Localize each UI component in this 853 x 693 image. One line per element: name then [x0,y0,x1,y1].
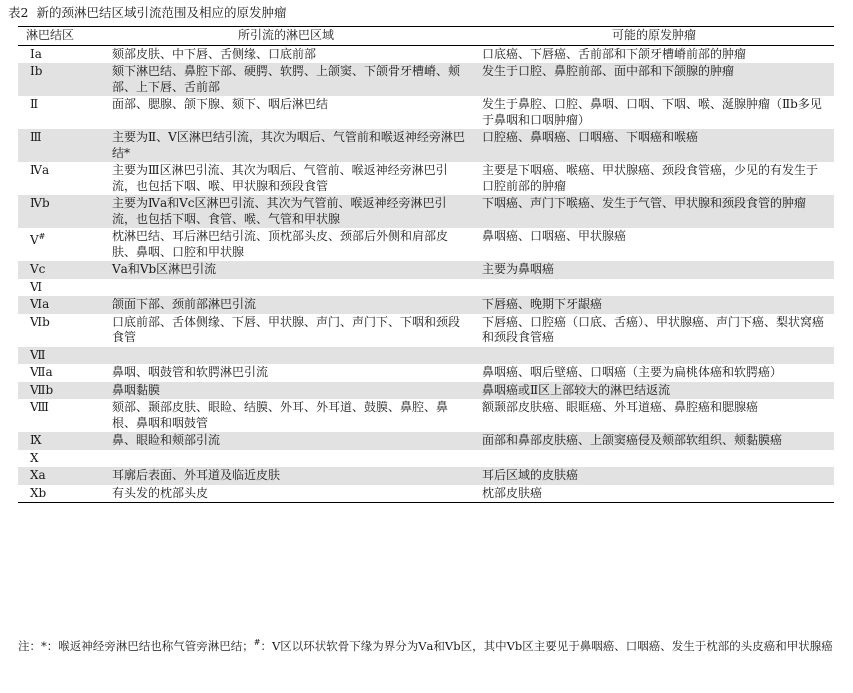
drainage-region-cell: 颏部、颞部皮肤、眼睑、结膜、外耳、外耳道、鼓膜、鼻腔、鼻根、鼻咽和咽鼓管 [98,399,474,432]
zone-cell [18,228,98,261]
primary-tumor-cell: 主要是下咽癌、喉癌、甲状腺癌、颈段食管癌，少见的有发生于口腔前部的肿瘤 [474,162,834,195]
zone-label: Ⅳb [30,196,50,210]
primary-tumor-cell: 发生于鼻腔、口腔、鼻咽、口咽、下咽、喉、涎腺肿瘤（Ⅱb多见于鼻咽和口咽肿瘤） [474,96,834,129]
table-row [18,45,834,63]
drainage-region-cell: 面部、腮腺、颌下腺、颏下、咽后淋巴结 [98,96,474,129]
zone-cell [18,96,98,129]
header-drainage-region: 所引流的淋巴区域 [98,27,474,46]
table-footnote [18,632,834,657]
table-row [18,347,834,365]
drainage-region-cell: 鼻、眼睑和颊部引流 [98,432,474,450]
primary-tumor-cell: 鼻咽癌、口咽癌、甲状腺癌 [474,228,834,261]
zone-label: Ⅵa [30,297,50,311]
zone-cell [18,485,98,503]
primary-tumor-cell [474,279,834,297]
zone-label: Ⅵ [30,279,43,294]
footnote-prefix: 注：*：喉返神经旁淋巴结也称气管旁淋巴结； [18,638,254,653]
primary-tumor-cell: 鼻咽癌或Ⅱ区上部较大的淋巴结返流 [474,382,834,400]
table-row [18,261,834,279]
zone-cell [18,279,98,297]
table-row [18,314,834,347]
zone-cell [18,162,98,195]
drainage-region-cell: 枕淋巴结、耳后淋巴结引流、顶枕部头皮、颈部后外侧和肩部皮肤、鼻咽、口腔和甲状腺 [98,228,474,261]
table-row [18,399,834,432]
table-row [18,195,834,228]
zone-cell [18,129,98,162]
primary-tumor-cell: 口腔癌、鼻咽癌、口咽癌、下咽癌和喉癌 [474,129,834,162]
header-row [18,27,834,46]
zone-cell [18,382,98,400]
primary-tumor-cell: 额颞部皮肤癌、眼眶癌、外耳道癌、鼻腔癌和腮腺癌 [474,399,834,432]
drainage-region-cell: 口底前部、舌体侧缘、下唇、甲状腺、声门、声门下、下咽和颈段食管 [98,314,474,347]
table-row [18,96,834,129]
table-row [18,63,834,96]
primary-tumor-cell: 下唇癌、晚期下牙龈癌 [474,296,834,314]
primary-tumor-cell: 鼻咽癌、咽后壁癌、口咽癌（主要为扁桃体癌和软腭癌） [474,364,834,382]
drainage-region-cell: 颌面下部、颈前部淋巴引流 [98,296,474,314]
primary-tumor-cell [474,347,834,365]
primary-tumor-cell: 口底癌、下唇癌、舌前部和下颌牙槽嵴前部的肿瘤 [474,45,834,63]
primary-tumor-cell: 面部和鼻部皮肤癌、上颌窦癌侵及颊部软组织、颊黏膜癌 [474,432,834,450]
zone-label: Ⅶa [30,365,53,379]
table-row [18,162,834,195]
table-caption [8,4,286,22]
header-primary-tumor: 可能的原发肿瘤 [474,27,834,46]
zone-label: Ⅸ [30,433,42,447]
zone-label: Ⅲ [30,130,42,144]
zone-label: Ⅷ [30,400,49,414]
drainage-region-cell: 颏部皮肤、中下唇、舌侧缘、口底前部 [98,45,474,63]
zone-label: Ⅴc [30,262,46,276]
table-row [18,129,834,162]
zone-cell [18,432,98,450]
drainage-region-cell: 主要为Ⅲ区淋巴引流、其次为咽后、气管前、喉返神经旁淋巴引流，也包括下咽、喉、甲状腺和颈段食管 [98,162,474,195]
drainage-region-cell: 有头发的枕部头皮 [98,485,474,503]
drainage-region-cell: 主要为Ⅳa和Ⅴc区淋巴引流、其次为气管前、喉返神经旁淋巴引流，也包括下咽、食管、喉、气管和甲状腺 [98,195,474,228]
table-number: 表2 [8,5,29,20]
zone-label: Ⅵb [30,314,50,329]
table-row [18,485,834,503]
drainage-region-cell: 鼻咽、咽鼓管和软腭淋巴引流 [98,364,474,382]
footnote-suffix: ：Ⅴ区以环状软骨下缘为界分为Ⅴa和Ⅴb区，其中Ⅴb区主要见于鼻咽癌、口咽癌、发生于枕部的头皮癌和甲状腺癌 [260,638,833,653]
table-body [18,45,834,503]
zone-cell [18,296,98,314]
primary-tumor-cell: 下咽癌、声门下喉癌、发生于气管、甲状腺和颈段食管的肿瘤 [474,195,834,228]
table-row [18,364,834,382]
zone-footnote-mark: # [38,232,46,241]
primary-tumor-cell: 枕部皮肤癌 [474,485,834,503]
table-row [18,467,834,485]
table-row [18,228,834,261]
zone-label: Ⅴ [30,233,39,247]
table-row [18,450,834,468]
primary-tumor-cell [474,450,834,468]
zone-label: Ⅱ [30,97,39,111]
zone-label: Ⅶb [30,382,54,397]
zone-cell [18,63,98,96]
primary-tumor-cell: 耳后区域的皮肤癌 [474,467,834,485]
table-row [18,296,834,314]
zone-cell [18,261,98,279]
table-header [18,27,834,46]
drainage-region-cell: 耳廓后表面、外耳道及临近皮肤 [98,467,474,485]
drainage-region-cell [98,450,474,468]
primary-tumor-cell: 主要为鼻咽癌 [474,261,834,279]
lymph-node-table [18,26,834,503]
zone-label: Ⅹb [30,485,47,500]
zone-cell [18,314,98,347]
zone-cell [18,399,98,432]
zone-label: Ⅹa [30,468,46,482]
drainage-region-cell [98,279,474,297]
zone-cell [18,195,98,228]
table-row [18,432,834,450]
drainage-region-cell [98,347,474,365]
table-row [18,279,834,297]
zone-cell [18,450,98,468]
zone-cell [18,45,98,63]
primary-tumor-cell: 发生于口腔、鼻腔前部、面中部和下颌腺的肿瘤 [474,63,834,96]
drainage-region-cell: 颏下淋巴结、鼻腔下部、硬腭、软腭、上颌窦、下颌骨牙槽嵴、颊部、上下唇、舌前部 [98,63,474,96]
drainage-region-cell: Ⅴa和Ⅴb区淋巴引流 [98,261,474,279]
zone-cell [18,467,98,485]
zone-cell [18,347,98,365]
zone-cell [18,364,98,382]
zone-label: Ⅰa [30,46,42,61]
footnote-mark: # [253,638,261,647]
primary-tumor-cell: 下唇癌、口腔癌（口底、舌癌）、甲状腺癌、声门下癌、梨状窝癌和颈段食管癌 [474,314,834,347]
zone-label: Ⅶ [30,347,46,362]
table-row [18,382,834,400]
zone-label: Ⅰb [30,64,43,78]
zone-label: Ⅳa [30,163,50,177]
drainage-region-cell: 主要为Ⅱ、Ⅴ区淋巴结引流，其次为咽后、气管前和喉返神经旁淋巴结* [98,129,474,162]
drainage-region-cell: 鼻咽黏膜 [98,382,474,400]
table-title: 新的颈淋巴结区域引流范围及相应的原发肿瘤 [36,5,287,20]
zone-label: Ⅹ [30,450,39,465]
header-zone: 淋巴结区 [18,27,98,46]
